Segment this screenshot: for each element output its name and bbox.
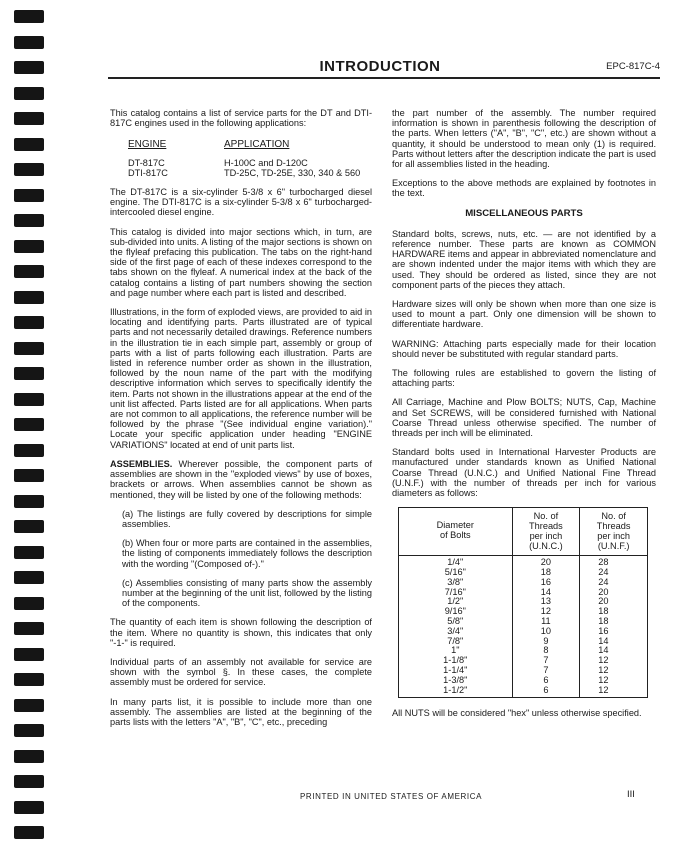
quantity-paragraph: The quantity of each item is shown following the description of the item. Where no quantity is shown, this indicates that only "-1-" is required. xyxy=(110,617,372,648)
binding-hole xyxy=(14,418,44,431)
intro-paragraph: This catalog contains a list of service parts for the DT and DTI-817C engines used in the following applications: xyxy=(110,108,372,129)
bolt-diameter: 7/8" xyxy=(447,635,464,646)
unf-header-line: No. of xyxy=(601,511,626,522)
unf-threads: 14 xyxy=(598,645,609,656)
misc-parts-heading: MISCELLANEOUS PARTS xyxy=(465,207,583,219)
unc-header-line: per inch xyxy=(529,531,563,542)
binding-hole xyxy=(14,240,44,253)
binding-hole xyxy=(14,61,44,74)
unf-threads: 12 xyxy=(598,655,609,666)
unc-threads: 7 xyxy=(543,655,549,666)
unf-threads: 12 xyxy=(598,674,609,685)
binding-hole xyxy=(14,546,44,559)
warning-paragraph: WARNING: Attaching parts especially made for their location should never be substituted with regular standard parts. xyxy=(392,338,656,359)
bolt-diameter: 1-1/2" xyxy=(443,684,468,695)
binding-hole xyxy=(14,495,44,508)
binding-hole xyxy=(14,597,44,610)
diameter-header-line: Diameter xyxy=(436,520,474,531)
thread-table-body xyxy=(399,556,648,698)
binding-hole xyxy=(14,291,44,304)
binding-hole xyxy=(14,265,44,278)
unc-threads: 9 xyxy=(543,635,549,646)
unc-header xyxy=(512,508,580,556)
unf-header-line: (U.N.F.) xyxy=(597,541,630,552)
assemblies-paragraph xyxy=(110,459,372,500)
unc-threads: 16 xyxy=(540,576,552,587)
bolt-diameter: 1" xyxy=(451,645,460,656)
unc-header-line: Threads xyxy=(529,521,563,532)
app-engine: DT-817C xyxy=(128,157,165,168)
unf-header-line: Threads xyxy=(596,521,631,532)
unf-threads: 14 xyxy=(598,635,609,646)
assemblies-text: Wherever possible, the component parts of assemblies are shown in the "exploded views" by use of boxes, brackets or arrows. When assemblies cannot be shown as mentioned, they will be listed by one of the following methods: xyxy=(110,458,372,500)
engine-description: The DT-817C is a six-cylinder 5-3/8 x 6" turbocharged diesel engine. The DTI-817C is a six-cylinder 5-3/8 x 6" turbocharged-intercooled diesel engine. xyxy=(110,187,372,218)
app-engine: DTI-817C xyxy=(128,167,168,178)
method-a: (a) The listings are fully covered by descriptions for simple assemblies. xyxy=(122,508,372,529)
right-column xyxy=(392,108,656,728)
illustrations-paragraph: Illustrations, in the form of exploded views, are provided to aid in locating and identifying parts. Parts illustrated are of typical parts and not necessarily detailed drawings. Reference numbers in the illustration tie in each simple part, assembly or group of parts with a list of parts following each illustration. Parts are listed in reference number order as shown in the illustration, followed by the noun name of the part with the modifying descriptive information which serves to specifically identify the item. Parts not shown in the illustrations appear at the end of the unit list affected. Parts listed are for all applications. When parts are not common to all applications, the reference number will be followed by the phrase "(See individual engine variation)." Locate your specific application under heading "ENGINE VARIATIONS" located at end of unit parts list. xyxy=(110,307,372,450)
binding-hole xyxy=(14,214,44,227)
unf-threads: 24 xyxy=(598,567,609,578)
individual-parts-paragraph: Individual parts of an assembly not available for service are shown with the symbol §. In these cases, the complete assembly must be ordered for service. xyxy=(110,656,372,688)
binding-hole xyxy=(14,189,44,202)
binding-hole xyxy=(14,648,44,661)
unc-threads: 10 xyxy=(540,625,552,636)
unc-column xyxy=(512,556,580,698)
spiral-binding xyxy=(0,0,60,854)
bolt-diameter: 5/8" xyxy=(447,616,464,627)
binding-hole xyxy=(14,393,44,406)
application-header: APPLICATION xyxy=(224,139,290,151)
page-number: III xyxy=(627,789,635,800)
app-application: TD-25C, TD-25E, 330, 340 & 560 xyxy=(224,167,361,178)
binding-hole xyxy=(14,622,44,635)
binding-hole xyxy=(14,469,44,482)
bolt-diameter: 1/2" xyxy=(447,596,464,607)
unc-header-line: (U.N.C.) xyxy=(529,541,563,552)
bolt-diameter: 1-1/4" xyxy=(443,665,468,676)
unf-threads: 28 xyxy=(598,557,609,568)
binding-hole xyxy=(14,673,44,686)
binding-hole xyxy=(14,163,44,176)
binding-hole xyxy=(14,801,44,814)
unf-header-line: per inch xyxy=(597,531,630,542)
sections-paragraph: This catalog is divided into major sections which, in turn, are sub-divided into units. A listing of the major sections is shown on the flyleaf prefacing this publication. The tabs on the right-hand side of the first page of each of these indexes correspond to the tabs shown on the flyleaf. A numerical index at the back of the catalog contains a listing of part numbers showing the section and page number where each part is listed and described. xyxy=(110,226,372,298)
binding-hole xyxy=(14,367,44,380)
title-rule xyxy=(108,77,660,79)
applications-table xyxy=(128,140,372,178)
binding-hole xyxy=(14,316,44,329)
many-parts-paragraph: In many parts list, it is possible to include more than one assembly. The assemblies are listed at the beginning of the parts lists with the letters "A", "B", "C", etc., preceding xyxy=(110,696,372,727)
continued-paragraph: the part number of the assembly. The number required information is shown in parenthesis following the description of the parts. When letters ("A", "B", "C", etc.) are shown without a quantity, it should be understood to mean only (1) is required. Parts without letters after the description indicate the part is used for all assemblies listed in the heading. xyxy=(392,108,656,170)
unf-threads: 18 xyxy=(598,616,609,627)
thread-table xyxy=(398,507,648,698)
binding-hole xyxy=(14,520,44,533)
unc-threads: 8 xyxy=(543,645,549,656)
unc-threads: 11 xyxy=(541,616,551,627)
carriage-paragraph: All Carriage, Machine and Plow BOLTS; NUTS, Cap, Machine and Set SCREWS, will be considered furnished with National Coarse Thread unless otherwise specified. The number of threads per inch will be eliminated. xyxy=(392,397,656,439)
bolt-diameter: 1/4" xyxy=(447,557,464,568)
bolt-diameter: 1-3/8" xyxy=(443,674,468,685)
exceptions-paragraph: Exceptions to the above methods are explained by footnotes in the text. xyxy=(392,178,656,199)
bolt-diameter: 1-1/8" xyxy=(443,655,468,666)
unc-threads: 14 xyxy=(540,586,552,597)
bolt-diameter: 5/16" xyxy=(444,567,466,578)
unf-threads: 24 xyxy=(598,576,609,587)
nuts-paragraph: All NUTS will be considered "hex" unless otherwise specified. xyxy=(392,708,642,719)
binding-hole xyxy=(14,87,44,100)
engine-header: ENGINE xyxy=(128,139,167,151)
binding-hole xyxy=(14,138,44,151)
hardware-paragraph: Hardware sizes will only be shown when more than one size is used to mount a part. Only one dimension will be shown to differentiate hardware. xyxy=(392,299,656,330)
thread-table-header xyxy=(399,508,648,556)
standard-parts-paragraph: Standard bolts, screws, nuts, etc. — are not identified by a reference number. These parts are known as COMMON HARDWARE items and appear in abbreviated nomenclature and are shown indented under the major items with which they are used. They should be ordered as listed, since they are not component parts of the pieces they attach. xyxy=(392,228,656,290)
binding-hole xyxy=(14,699,44,712)
binding-hole xyxy=(14,112,44,125)
diameter-header xyxy=(399,508,513,556)
unf-threads: 20 xyxy=(598,586,609,597)
unf-threads: 16 xyxy=(598,625,609,636)
unc-header-line: No. of xyxy=(533,511,559,522)
unf-threads: 18 xyxy=(598,606,609,617)
unc-threads: 18 xyxy=(540,567,552,578)
unc-threads: 12 xyxy=(540,606,552,617)
binding-hole xyxy=(14,444,44,457)
app-application: H-100C and D-120C xyxy=(224,157,308,168)
binding-hole xyxy=(14,750,44,763)
binding-hole xyxy=(14,826,44,839)
method-b: (b) When four or more parts are contained in the assemblies, the listing of components immediately follows the description with the wording "(Composed of-)." xyxy=(122,538,372,569)
diameter-column xyxy=(399,556,513,698)
binding-hole xyxy=(14,342,44,355)
printed-notice: PRINTED IN UNITED STATES OF AMERICA xyxy=(300,792,483,801)
assemblies-label: ASSEMBLIES. xyxy=(110,458,173,469)
method-c: (c) Assemblies consisting of many parts show the assembly number at the beginning of the unit list, followed by the listing of the components. xyxy=(122,577,372,609)
bolt-diameter: 3/8" xyxy=(447,576,464,587)
page-title: INTRODUCTION xyxy=(319,58,441,75)
unf-threads: 12 xyxy=(598,665,609,676)
binding-hole xyxy=(14,571,44,584)
unf-header xyxy=(580,508,648,556)
bolt-diameter: 9/16" xyxy=(444,606,466,617)
bolt-diameter: 3/4" xyxy=(447,625,464,636)
diameter-header-line: of Bolts xyxy=(439,530,471,541)
binding-hole xyxy=(14,775,44,788)
left-column xyxy=(110,108,372,736)
ih-paragraph: Standard bolts used in International Harvester Products are manufactured under standards known as Unified National Coarse Thread (U.N.C.) and Unified National Fine Thread (U.N.F.) with the number of threads per inch for various diameters as follows: xyxy=(392,447,656,499)
binding-hole xyxy=(14,724,44,737)
unf-column xyxy=(580,556,648,698)
unf-threads: 20 xyxy=(598,596,609,607)
bolt-diameter: 7/16" xyxy=(444,586,466,597)
unc-threads: 13 xyxy=(540,596,552,607)
binding-hole xyxy=(14,10,44,23)
unf-threads: 12 xyxy=(598,684,609,695)
rules-paragraph: The following rules are established to govern the listing of attaching parts: xyxy=(392,368,656,389)
unc-threads: 6 xyxy=(543,674,549,685)
document-code: EPC-817C-4 xyxy=(606,61,660,72)
unc-threads: 7 xyxy=(543,665,549,676)
unc-threads: 20 xyxy=(540,557,552,568)
binding-hole xyxy=(14,36,44,49)
unc-threads: 6 xyxy=(543,684,549,695)
